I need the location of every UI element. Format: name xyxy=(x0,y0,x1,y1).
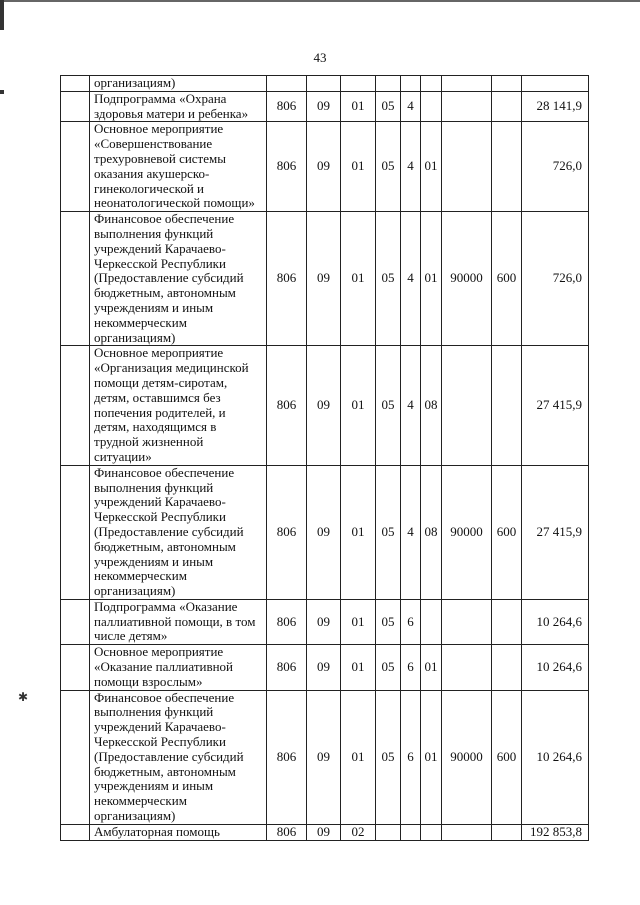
item-name-cell: Финансовое обеспечение выполнения функций учреждений Карачаево-Черкесской Республики (Предоставление субсидий бюджетным, автономным учреждениям и иным некоммерческим организациям) xyxy=(90,465,267,599)
section-code-cell: 09 xyxy=(307,122,341,212)
amount-cell: 726,0 xyxy=(522,212,589,346)
amount-cell: 10 264,6 xyxy=(522,690,589,824)
section-code-cell: 09 xyxy=(307,91,341,122)
subprogram-code-cell: 4 xyxy=(401,122,421,212)
item-name-cell: Подпрограмма «Охрана здоровья матери и ребенка» xyxy=(90,91,267,122)
table-row xyxy=(61,122,589,212)
item-name-cell: Основное мероприятие «Оказание паллиативной помощи взрослым» xyxy=(90,645,267,690)
row-number-cell xyxy=(61,76,90,92)
budget-table xyxy=(60,75,589,841)
item-name-cell: Основное мероприятие «Организация медицинской помощи детям-сиротам, детям, оставшимся без попечения родителей, и детям, находящимся в трудной жизненной ситуации» xyxy=(90,346,267,465)
item-name-cell: Финансовое обеспечение выполнения функций учреждений Карачаево-Черкесской Республики (Предоставление субсидий бюджетным, автономным учреждениям и иным некоммерческим организациям) xyxy=(90,212,267,346)
section-code-cell: 09 xyxy=(307,599,341,644)
subsection-code-cell: 01 xyxy=(341,645,376,690)
subprogram-code-cell xyxy=(401,824,421,840)
expense-type-cell xyxy=(492,122,522,212)
scan-artifact: ✱ xyxy=(18,690,29,704)
subprogram-code-cell: 4 xyxy=(401,465,421,599)
scan-top-border xyxy=(0,0,640,2)
table-row xyxy=(61,645,589,690)
subprogram-code-cell: 4 xyxy=(401,212,421,346)
table-row xyxy=(61,212,589,346)
table-row xyxy=(61,76,589,92)
subsection-code-cell: 01 xyxy=(341,599,376,644)
subprogram-code-cell xyxy=(401,76,421,92)
row-number-cell xyxy=(61,91,90,122)
expense-type-cell xyxy=(492,599,522,644)
subsection-code-cell: 02 xyxy=(341,824,376,840)
ministry-code-cell: 806 xyxy=(267,346,307,465)
expense-type-cell xyxy=(492,91,522,122)
amount-cell: 10 264,6 xyxy=(522,599,589,644)
program-code-cell: 05 xyxy=(376,645,401,690)
direction-code-cell xyxy=(442,91,492,122)
direction-code-cell xyxy=(442,346,492,465)
section-code-cell: 09 xyxy=(307,212,341,346)
subsection-code-cell: 01 xyxy=(341,346,376,465)
amount-cell xyxy=(522,76,589,92)
expense-type-cell xyxy=(492,76,522,92)
amount-cell: 10 264,6 xyxy=(522,645,589,690)
scan-edge-mark xyxy=(0,90,4,94)
section-code-cell: 09 xyxy=(307,645,341,690)
activity-code-cell xyxy=(421,599,442,644)
subprogram-code-cell: 6 xyxy=(401,599,421,644)
section-code-cell: 09 xyxy=(307,346,341,465)
ministry-code-cell: 806 xyxy=(267,824,307,840)
ministry-code-cell: 806 xyxy=(267,645,307,690)
subprogram-code-cell: 6 xyxy=(401,645,421,690)
item-name-cell: Финансовое обеспечение выполнения функций учреждений Карачаево-Черкесской Республики (Предоставление субсидий бюджетным, автономным учреждениям и иным некоммерческим организациям) xyxy=(90,690,267,824)
section-code-cell xyxy=(307,76,341,92)
row-number-cell xyxy=(61,690,90,824)
program-code-cell: 05 xyxy=(376,599,401,644)
activity-code-cell: 08 xyxy=(421,346,442,465)
subsection-code-cell: 01 xyxy=(341,465,376,599)
direction-code-cell xyxy=(442,122,492,212)
expense-type-cell: 600 xyxy=(492,465,522,599)
amount-cell: 28 141,9 xyxy=(522,91,589,122)
activity-code-cell xyxy=(421,91,442,122)
activity-code-cell: 01 xyxy=(421,645,442,690)
table-row xyxy=(61,599,589,644)
direction-code-cell: 90000 xyxy=(442,212,492,346)
amount-cell: 27 415,9 xyxy=(522,465,589,599)
ministry-code-cell: 806 xyxy=(267,599,307,644)
item-name-cell: Амбулаторная помощь xyxy=(90,824,267,840)
item-name-cell: Основное мероприятие «Совершенствование трехуровневой системы оказания акушерско-гинекологической и неонатологической помощи» xyxy=(90,122,267,212)
ministry-code-cell: 806 xyxy=(267,122,307,212)
page-number: 43 xyxy=(313,50,327,65)
expense-type-cell: 600 xyxy=(492,690,522,824)
subsection-code-cell: 01 xyxy=(341,122,376,212)
section-code-cell: 09 xyxy=(307,690,341,824)
ministry-code-cell: 806 xyxy=(267,212,307,346)
program-code-cell xyxy=(376,76,401,92)
activity-code-cell: 08 xyxy=(421,465,442,599)
section-code-cell: 09 xyxy=(307,465,341,599)
item-name-cell: организациям) xyxy=(90,76,267,92)
activity-code-cell: 01 xyxy=(421,122,442,212)
item-name-cell: Подпрограмма «Оказание паллиативной помощи, в том числе детям» xyxy=(90,599,267,644)
direction-code-cell xyxy=(442,599,492,644)
program-code-cell: 05 xyxy=(376,465,401,599)
row-number-cell xyxy=(61,346,90,465)
row-number-cell xyxy=(61,465,90,599)
activity-code-cell xyxy=(421,76,442,92)
activity-code-cell: 01 xyxy=(421,690,442,824)
row-number-cell xyxy=(61,212,90,346)
activity-code-cell: 01 xyxy=(421,212,442,346)
program-code-cell: 05 xyxy=(376,91,401,122)
subprogram-code-cell: 4 xyxy=(401,346,421,465)
amount-cell: 192 853,8 xyxy=(522,824,589,840)
ministry-code-cell: 806 xyxy=(267,91,307,122)
expense-type-cell: 600 xyxy=(492,212,522,346)
expense-type-cell xyxy=(492,346,522,465)
subsection-code-cell: 01 xyxy=(341,212,376,346)
direction-code-cell: 90000 xyxy=(442,465,492,599)
ministry-code-cell: 806 xyxy=(267,690,307,824)
ministry-code-cell xyxy=(267,76,307,92)
row-number-cell xyxy=(61,645,90,690)
section-code-cell: 09 xyxy=(307,824,341,840)
direction-code-cell xyxy=(442,645,492,690)
program-code-cell: 05 xyxy=(376,346,401,465)
program-code-cell xyxy=(376,824,401,840)
direction-code-cell xyxy=(442,76,492,92)
activity-code-cell xyxy=(421,824,442,840)
subsection-code-cell: 01 xyxy=(341,91,376,122)
program-code-cell: 05 xyxy=(376,122,401,212)
ministry-code-cell: 806 xyxy=(267,465,307,599)
expense-type-cell xyxy=(492,824,522,840)
table-row xyxy=(61,465,589,599)
subsection-code-cell xyxy=(341,76,376,92)
amount-cell: 27 415,9 xyxy=(522,346,589,465)
row-number-cell xyxy=(61,599,90,644)
subprogram-code-cell: 4 xyxy=(401,91,421,122)
program-code-cell: 05 xyxy=(376,690,401,824)
subprogram-code-cell: 6 xyxy=(401,690,421,824)
table-row xyxy=(61,690,589,824)
scan-edge-mark xyxy=(0,0,4,30)
direction-code-cell: 90000 xyxy=(442,690,492,824)
expense-type-cell xyxy=(492,645,522,690)
table-row xyxy=(61,824,589,840)
subsection-code-cell: 01 xyxy=(341,690,376,824)
table-row xyxy=(61,91,589,122)
table-row xyxy=(61,346,589,465)
row-number-cell xyxy=(61,122,90,212)
amount-cell: 726,0 xyxy=(522,122,589,212)
program-code-cell: 05 xyxy=(376,212,401,346)
direction-code-cell xyxy=(442,824,492,840)
row-number-cell xyxy=(61,824,90,840)
